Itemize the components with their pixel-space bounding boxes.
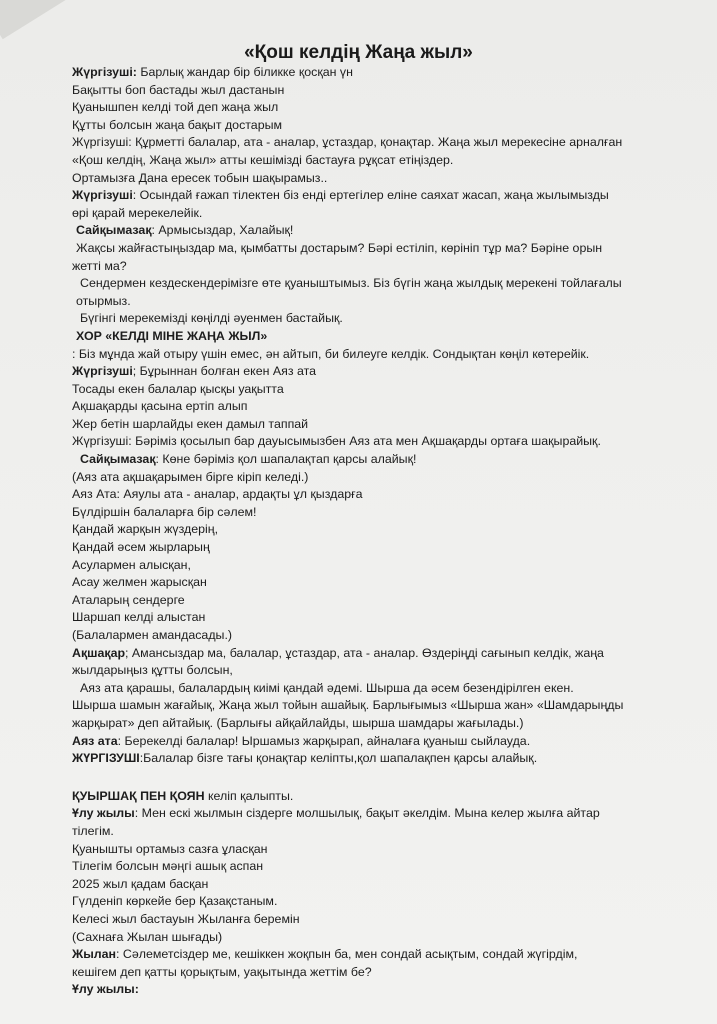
line-text: : Біз мұнда жай отыру үшін емес, ән айтып, би билеуге келдік. Сондықтан көңіл көтерейік. — [72, 346, 590, 361]
line-text: отырмыз. — [76, 293, 131, 308]
line-text: Құтты болсын жаңа бақыт достарым — [72, 117, 283, 132]
speaker-name: Ақшақар — [72, 645, 126, 660]
line-text: Гүлденіп көркейе бер Қазақстаным. — [72, 894, 278, 909]
script-line — [72, 258, 672, 276]
line-text: : Осындай ғажап тілектен біз енді ертегілер еліне саяхат жасап, жаңа жылымызды — [132, 188, 609, 203]
script-line — [72, 152, 672, 170]
line-text: Бақытты боп бастады жыл дастанын — [72, 82, 285, 97]
script-line — [72, 964, 672, 982]
line-text: : Берекелді балалар! Ыршамыз жарқырап, айналаға қуаныш сыйлауда. — [117, 733, 531, 748]
script-line — [72, 328, 672, 346]
script-line — [72, 346, 672, 364]
script-line — [72, 363, 672, 381]
script-line — [72, 697, 672, 715]
line-text: Аталарың сендерге — [72, 592, 185, 607]
script-line — [72, 805, 672, 823]
speaker-name: Жылан — [72, 947, 117, 962]
script-line — [72, 609, 672, 627]
script-line — [72, 981, 672, 999]
folded-corner — [0, 0, 79, 39]
script-line — [72, 504, 672, 522]
script-line — [72, 680, 672, 698]
script-line — [72, 170, 672, 188]
script-line — [72, 398, 672, 416]
script-line — [72, 645, 672, 663]
line-text: Жүргізуші: Құрметті балалар, ата - аналар, ұстаздар, қонақтар. Жаңа жыл мерекесіне арналған — [72, 135, 623, 150]
script-line — [72, 823, 672, 841]
script-line — [72, 187, 672, 205]
line-text: Асау желмен жарысқан — [72, 575, 207, 590]
line-text: ; Бұрыннан болған екен Аяз ата — [132, 364, 317, 379]
speaker-name: Аяз ата — [72, 733, 118, 748]
script-line — [72, 416, 672, 434]
script-line — [72, 222, 672, 240]
script-line — [72, 946, 672, 964]
line-text: Қуанышты ортамыз сазға ұласқан — [72, 841, 268, 856]
script-line — [72, 82, 672, 100]
line-text: Қандай әсем жырларың — [72, 540, 210, 555]
script-line — [72, 539, 672, 557]
line-text: : Армысыздар, Халайық! — [151, 223, 294, 238]
script-line — [72, 592, 672, 610]
speaker-name: Ұлу жылы — [72, 806, 135, 821]
line-text: жетті ма? — [72, 258, 127, 273]
line-text: ; Амансыздар ма, балалар, ұстаздар, ата - аналар. Өздеріңді сағынып келдік, жаңа — [125, 645, 604, 660]
script-line — [72, 788, 672, 806]
line-text: Тілегім болсын мәңгі ашық аспан — [72, 859, 264, 874]
line-text: «Қош келдің, Жаңа жыл» атты кешімізді бастауға рұқсат етіңіздер. — [72, 152, 454, 167]
line-text: кешігем деп қатты қорықтым, уақытында жеттім бе? — [72, 964, 372, 979]
line-text: Жақсы жайғастыңыздар ма, қымбатты достарым? Бәрі естіліп, көрініп тұр ма? Бәріне орын — [76, 240, 603, 255]
line-text: жарқырат» деп айтайық. (Барлығы айқайлайды, шырша шамдары жағылады.) — [72, 715, 524, 730]
speaker-name: Жүргізуші — [72, 364, 133, 379]
script-line — [72, 521, 672, 539]
script-line — [72, 557, 672, 575]
line-text: Келесі жыл бастауын Жыланға беремін — [72, 911, 300, 926]
speaker-name: Сайқымазақ — [80, 452, 156, 467]
script-line — [72, 117, 672, 135]
script-line — [72, 574, 672, 592]
script-line — [72, 486, 672, 504]
script-body — [72, 64, 672, 999]
line-text: Ақшақарды қасына ертіп алып — [72, 399, 248, 414]
line-text: келіп қалыпты. — [204, 788, 294, 803]
script-line — [72, 733, 672, 751]
speaker-name: Ұлу жылы: — [72, 982, 139, 997]
script-line — [72, 715, 672, 733]
line-text: Сендермен кездескендерімізге өте қуаныштымыз. Біз бүгін жаңа жылдық мерекені тойлағалы — [80, 276, 622, 291]
script-line — [72, 433, 672, 451]
line-text: (Сахнаға Жылан шығады) — [72, 929, 223, 944]
line-text: (Балалармен амандасады.) — [72, 628, 233, 642]
line-text: Ортамызға Дана ересек тобын шақырамыз.. — [72, 170, 328, 185]
line-text: : Сәлеметсіздер ме, кешіккен жоқпын ба, мен сондай асықтым, сондай жүгірдім, — [116, 947, 578, 962]
script-line — [72, 310, 672, 328]
script-line — [72, 841, 672, 859]
line-text: Асулармен алысқан, — [72, 557, 191, 572]
line-text: жылдарыңыз құтты болсын, — [72, 663, 233, 678]
line-text: : Көне бәріміз қол шапалақтап қарсы алайық! — [155, 452, 417, 467]
script-line — [72, 381, 672, 399]
script-line — [72, 469, 672, 487]
script-line — [72, 893, 672, 911]
script-line — [72, 662, 672, 680]
speaker-name: ХОР «КЕЛДІ МІНЕ ЖАҢА ЖЫЛ» — [76, 328, 268, 343]
script-line — [72, 64, 672, 82]
line-text: өрі қарай мерекелейік. — [72, 205, 203, 220]
script-line — [72, 858, 672, 876]
line-text: : Мен ескі жылмын сіздерге молшылық, бақыт әкелдім. Мына келер жылға айтар — [134, 806, 600, 821]
script-line — [72, 929, 672, 947]
line-text: 2025 жыл қадам басқан — [72, 876, 209, 891]
script-line — [72, 134, 672, 152]
line-text: Жүргізуші: Бәріміз қосылып бар дауысымызбен Аяз ата мен Ақшақарды ортаға шақырайық. — [72, 434, 601, 449]
script-line — [72, 451, 672, 469]
script-line — [72, 750, 672, 768]
blank-line — [72, 768, 672, 788]
line-text: Жер бетін шарлайды екен дамыл таппай — [72, 416, 309, 431]
line-text: Аяз Ата: Аяулы ата - аналар, ардақты ұл қыздарға — [72, 487, 363, 502]
line-text: Барлық жандар бір біликке қосқан үн — [136, 65, 353, 79]
line-text: Тосады екен балалар қысқы уақытта — [72, 381, 284, 396]
page-title: «Қош келдің Жаңа жыл» — [244, 42, 473, 63]
script-line — [72, 205, 672, 223]
line-text: Аяз ата қарашы, балалардың киімі қандай әдемі. Шырша да әсем безендірілген екен. — [80, 680, 574, 695]
script-line — [72, 627, 672, 645]
line-text: :Балалар бізге тағы қонақтар келіпты,қол шапалақпен қарсы алайық. — [139, 751, 538, 766]
speaker-name: Жүргізуші — [72, 188, 133, 203]
script-line — [72, 293, 672, 311]
script-line — [72, 911, 672, 929]
script-line — [72, 876, 672, 894]
speaker-name: Сайқымазақ — [76, 223, 152, 238]
line-text: Қуанышпен келді той деп жаңа жыл — [72, 100, 279, 115]
line-text: Шаршап келді алыстан — [72, 610, 206, 625]
line-text: Шырша шамын жағайық, Жаңа жыл тойын ашайық. Барлығымыз «Шырша жан» «Шамдарыңды — [72, 698, 624, 713]
line-text: Қандай жарқын жүздерің, — [72, 522, 219, 537]
speaker-name: ЖҮРГІЗУШІ — [72, 751, 140, 766]
line-text: (Аяз ата ақшақарымен бірге кіріп келеді.) — [72, 469, 309, 484]
line-text: тілегім. — [72, 823, 114, 838]
speaker-name: ҚУЫРШАҚ ПЕН ҚОЯН — [72, 788, 205, 803]
script-line — [72, 240, 672, 258]
script-line — [72, 99, 672, 117]
line-text: Бүгінгі мерекемізді көңілді әуенмен бастайық. — [80, 311, 343, 326]
line-text: Бүлдіршін балаларға бір сәлем! — [72, 504, 257, 519]
script-line — [72, 275, 672, 293]
speaker-name: Жүргізуші: — [72, 65, 137, 79]
